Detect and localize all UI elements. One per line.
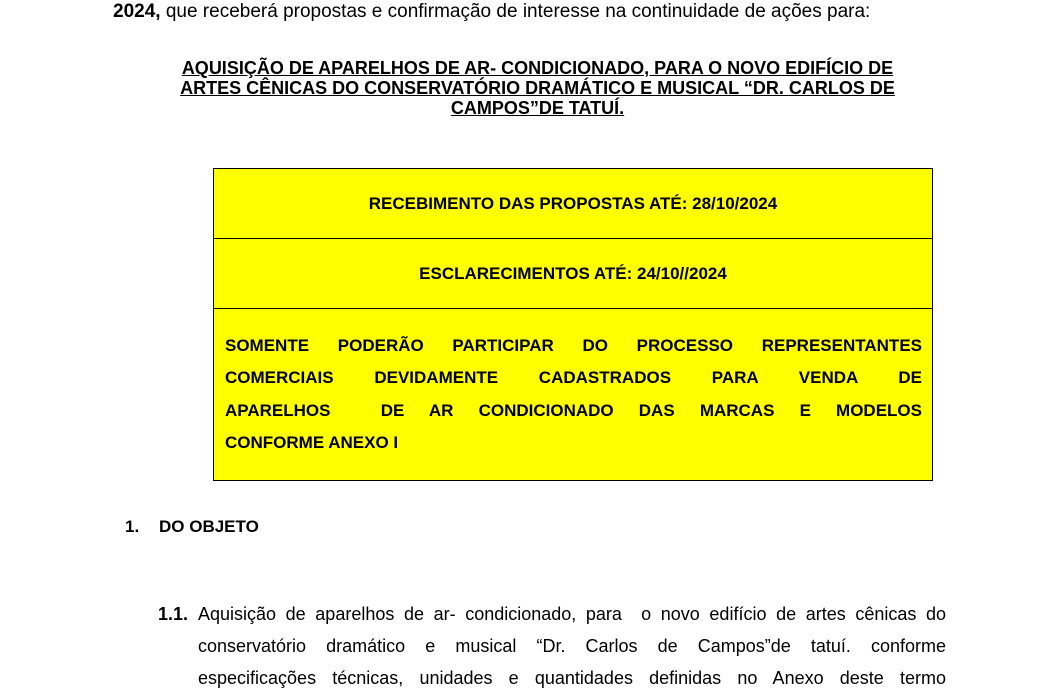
section-title: DO OBJETO [159,517,259,536]
notice-table [213,168,933,481]
subject-line: ARTES CÊNICAS DO CONSERVATÓRIO DRAMÁTICO E MUSICAL “DR. CARLOS DE [180,78,895,98]
participation-line: COMERCIAIS DEVIDAMENTE CADASTRADOS PARA VENDA DE [225,368,922,387]
subsection-text [198,598,946,694]
subject-line: AQUISIÇÃO DE APARELHOS DE AR- CONDICIONADO, PARA O NOVO EDIFÍCIO DE [181,58,894,78]
subject-line: CAMPOS”DE TATUÍ. [450,98,625,118]
section-heading [125,516,259,538]
subsection-1-1 [158,598,946,694]
table-row [214,309,933,481]
participation-line: SOMENTE PODERÃO PARTICIPAR DO PROCESSO REPRESENTANTES [225,335,922,355]
section-number: 1. [125,517,140,536]
table-row [214,239,933,309]
subsection-line: conservatório dramático e musical “Dr. Carlos de Campos”de tatuí. conforme [198,636,946,656]
subsection-line: especificações técnicas, unidades e quantidades definidas no Anexo deste termo [198,668,946,688]
participation-requirement [214,309,933,481]
clarifications-deadline: ESCLARECIMENTOS ATÉ: 24/10//2024 [214,239,933,309]
proposals-deadline: RECEBIMENTO DAS PROPOSTAS ATÉ: 28/10/2024 [214,169,933,239]
procurement-subject [140,58,935,118]
participation-line: CONFORME ANEXO I [225,433,399,452]
table-row [214,169,933,239]
subsection-number: 1.1. [158,604,189,624]
intro-line [113,0,870,24]
participation-line: APARELHOS DE AR CONDICIONADO DAS MARCAS E MODELOS [225,400,922,420]
intro-year: 2024, [113,1,161,22]
intro-text: que receberá propostas e confirmação de interesse na continuidade de ações para: [160,1,871,22]
subsection-line: Aquisição de aparelhos de ar- condicionado, para o novo edifício de artes cênicas do [198,604,946,624]
